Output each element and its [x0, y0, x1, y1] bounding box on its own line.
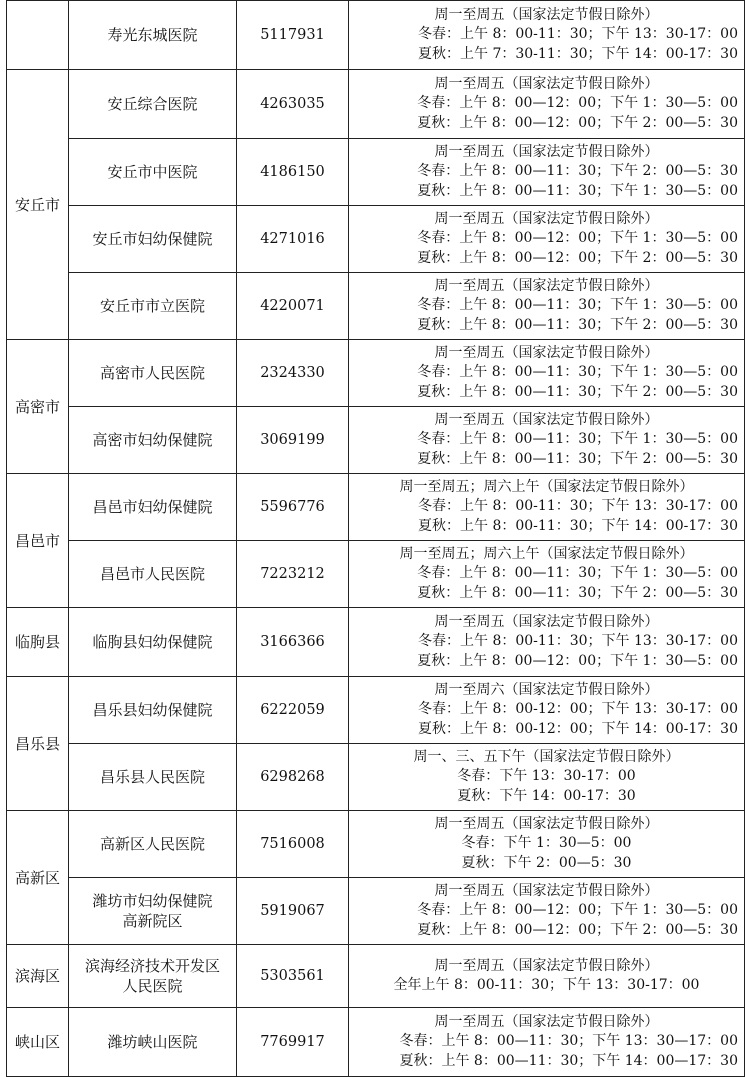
hospital-name-cell: 昌邑市人民医院 [69, 541, 237, 608]
table-row [7, 945, 745, 1008]
hospital-name-cell: 滨海经济技术开发区 人民医院 [69, 945, 237, 1008]
hours-cell: 周一至周六（国家法定节假日除外） 冬春：上午 8：00-12：00；下午 13：30-17：00 夏秋：上午 8：00-12：00；下午 14：00-17：30 [349, 677, 745, 744]
hospital-name-cell: 高密市人民医院 [69, 340, 237, 407]
hours-cell: 周一至周五（国家法定节假日除外） 全年上午 8：00-11：30；下午 13：30-17：00 [349, 945, 745, 1008]
phone-cell: 5919067 [237, 878, 349, 945]
region-cell: 峡山区 [7, 1008, 69, 1077]
phone-cell: 3069199 [237, 407, 349, 474]
table-row [7, 206, 745, 273]
hours-cell: 周一至周五；周六上午（国家法定节假日除外） 冬春：上午 8：00—11：30；下午 1：30—5：00 夏秋：上午 8：00—11：30；下午 2：00—5：30 [349, 541, 745, 608]
hours-cell: 周一至周五（国家法定节假日除外） 冬春：上午 8：00-11：30；下午 13：30-17：00 夏秋：上午 7：30-11：30；下午 14：00-17：30 [349, 1, 745, 70]
phone-cell: 6222059 [237, 677, 349, 744]
phone-cell: 4220071 [237, 273, 349, 340]
table-body [7, 1, 745, 1077]
region-cell: 滨海区 [7, 945, 69, 1008]
table-row [7, 70, 745, 139]
region-cell: 昌乐县 [7, 677, 69, 811]
table-row [7, 541, 745, 608]
phone-cell: 7223212 [237, 541, 349, 608]
table-row [7, 273, 745, 340]
hospital-name-cell: 昌乐县人民医院 [69, 744, 237, 811]
region-cell: 安丘市 [7, 70, 69, 340]
hospital-name-cell: 安丘市中医院 [69, 139, 237, 206]
phone-cell: 6298268 [237, 744, 349, 811]
table-row [7, 139, 745, 206]
region-cell: 高密市 [7, 340, 69, 474]
table-row [7, 474, 745, 541]
hours-cell: 周一、三、五下午（国家法定节假日除外） 冬春：下午 13：30-17：00 夏秋：下午 14：00-17：30 [349, 744, 745, 811]
hospital-name-cell: 昌乐县妇幼保健院 [69, 677, 237, 744]
hospital-name-cell: 潍坊市妇幼保健院 高新院区 [69, 878, 237, 945]
phone-cell: 5596776 [237, 474, 349, 541]
table-row [7, 407, 745, 474]
hospital-name-cell: 寿光东城医院 [69, 1, 237, 70]
region-cell [7, 1, 69, 70]
hours-cell: 周一至周五（国家法定节假日除外） 冬春：下午 1：30—5：00 夏秋：下午 2：00—5：30 [349, 811, 745, 878]
hours-cell: 周一至周五（国家法定节假日除外） 冬春：上午 8：00—11：30；下午 1：30—5：00 夏秋：上午 8：00—11：30；下午 2：00—5：30 [349, 273, 745, 340]
region-cell: 高新区 [7, 811, 69, 945]
table-row [7, 1, 745, 70]
phone-cell: 7769917 [237, 1008, 349, 1077]
hospital-name-cell: 安丘市妇幼保健院 [69, 206, 237, 273]
hours-cell: 周一至周五（国家法定节假日除外） 冬春：上午 8：00—12：00；下午 1：30—5：00 夏秋：上午 8：00—12：00；下午 2：00—5：30 [349, 70, 745, 139]
phone-cell: 7516008 [237, 811, 349, 878]
table-row [7, 878, 745, 945]
table-row [7, 1008, 745, 1077]
phone-cell: 3166366 [237, 608, 349, 677]
hospital-name-cell: 临朐县妇幼保健院 [69, 608, 237, 677]
hospital-name-cell: 安丘市市立医院 [69, 273, 237, 340]
phone-cell: 5117931 [237, 1, 349, 70]
table-row [7, 677, 745, 744]
hospital-name-cell: 高密市妇幼保健院 [69, 407, 237, 474]
hours-cell: 周一至周五（国家法定节假日除外） 冬春：上午 8：00—12：00；下午 1：30—5：00 夏秋：上午 8：00—12：00；下午 2：00—5：30 [349, 878, 745, 945]
hospital-name-cell: 高新区人民医院 [69, 811, 237, 878]
hospital-name-cell: 安丘综合医院 [69, 70, 237, 139]
hours-cell: 周一至周五（国家法定节假日除外） 冬春：上午 8：00—11：30；下午 1：30—5：00 夏秋：上午 8：00—11：30；下午 2：00—5：30 [349, 407, 745, 474]
phone-cell: 5303561 [237, 945, 349, 1008]
phone-cell: 4263035 [237, 70, 349, 139]
table-row [7, 811, 745, 878]
hospital-name-cell: 昌邑市妇幼保健院 [69, 474, 237, 541]
hours-cell: 周一至周五（国家法定节假日除外） 冬春：上午 8：00—11：30；下午 13：30—17：00 夏秋：上午 8：00—11：30；下午 14：00—17：30 [349, 1008, 745, 1077]
hours-cell: 周一至周五（国家法定节假日除外） 冬春：上午 8：00—11：30；下午 1：30—5：00 夏秋：上午 8：00—11：30；下午 2：00—5：30 [349, 340, 745, 407]
region-cell: 临朐县 [7, 608, 69, 677]
hospital-name-cell: 潍坊峡山医院 [69, 1008, 237, 1077]
phone-cell: 4186150 [237, 139, 349, 206]
phone-cell: 4271016 [237, 206, 349, 273]
table-row [7, 744, 745, 811]
hours-cell: 周一至周五；周六上午（国家法定节假日除外） 冬春：上午 8：00-11：30；下午 13：30-17：00 夏秋：上午 8：00-11：30；下午 14：00-17：30 [349, 474, 745, 541]
hours-cell: 周一至周五（国家法定节假日除外） 冬春：上午 8：00—12：00；下午 1：30—5：00 夏秋：上午 8：00—12：00；下午 2：00—5：30 [349, 206, 745, 273]
table-row [7, 608, 745, 677]
region-cell: 昌邑市 [7, 474, 69, 608]
table-row [7, 340, 745, 407]
phone-cell: 2324330 [237, 340, 349, 407]
hours-cell: 周一至周五（国家法定节假日除外） 冬春：上午 8：00—11：30；下午 2：00—5：30 夏秋：上午 8：00—11：30；下午 1：30—5：00 [349, 139, 745, 206]
hospital-schedule-table [6, 0, 745, 1077]
hours-cell: 周一至周五（国家法定节假日除外） 冬春：上午 8：00-11：30；下午 13：30-17：00 夏秋：上午 8：00—12：00；下午 1：30—5：00 [349, 608, 745, 677]
